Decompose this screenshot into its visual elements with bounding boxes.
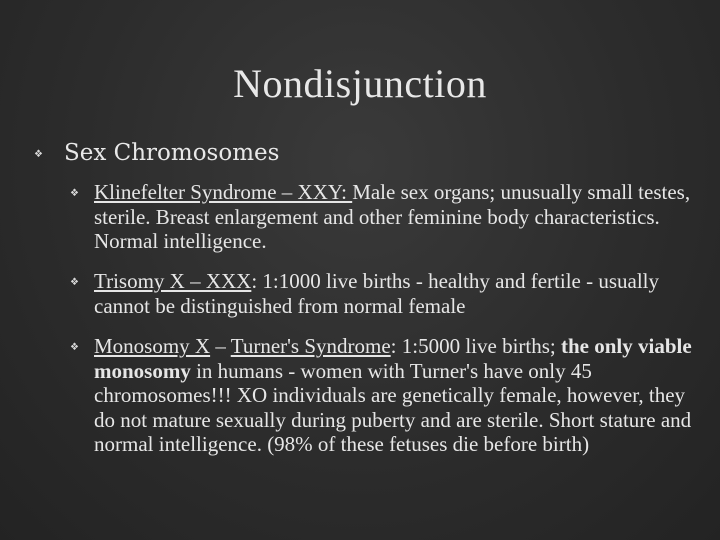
bullet-klinefelter [94,180,694,254]
turner-heading: Turner's Syndrome [230,334,391,358]
monosomy-bold-text: the only viable monosomy [94,334,692,383]
klinefelter-text: Male sex organs; unusually small testes, sterile. Breast enlargement and other feminine body characteristics. Normal intelligence. [94,180,691,253]
trisomy-text: : 1:1000 live births - healthy and fertile - usually cannot be distinguished from normal female [94,269,659,318]
klinefelter-heading: Klinefelter Syndrome – XXY: [94,180,353,204]
diamond-bullet-icon: ❖ [34,149,43,160]
trisomy-heading: Trisomy X – XXX [94,269,252,293]
diamond-bullet-icon: ❖ [70,277,79,288]
slide-title: Nondisjunction [233,61,487,106]
bullet-trisomy-x [94,269,694,318]
monosomy-heading: Monosomy X [94,334,211,358]
monosomy-separator: – [210,334,231,358]
diamond-bullet-icon: ❖ [70,342,79,353]
monosomy-text: in humans - women with Turner's have only 45 chromosomes!!! XO individuals are genetically female, however, they do not mature sexually during puberty and are sterile. Short stature and normal intelligence. (98% of these fetuses die before birth) [94,358,692,456]
bullet-sex-chromosomes: Sex Chromosomes [64,140,280,166]
monosomy-mid-text: : 1:5000 live births; [390,334,561,358]
bullet-monosomy-x [94,334,694,457]
diamond-bullet-icon: ❖ [70,188,79,199]
